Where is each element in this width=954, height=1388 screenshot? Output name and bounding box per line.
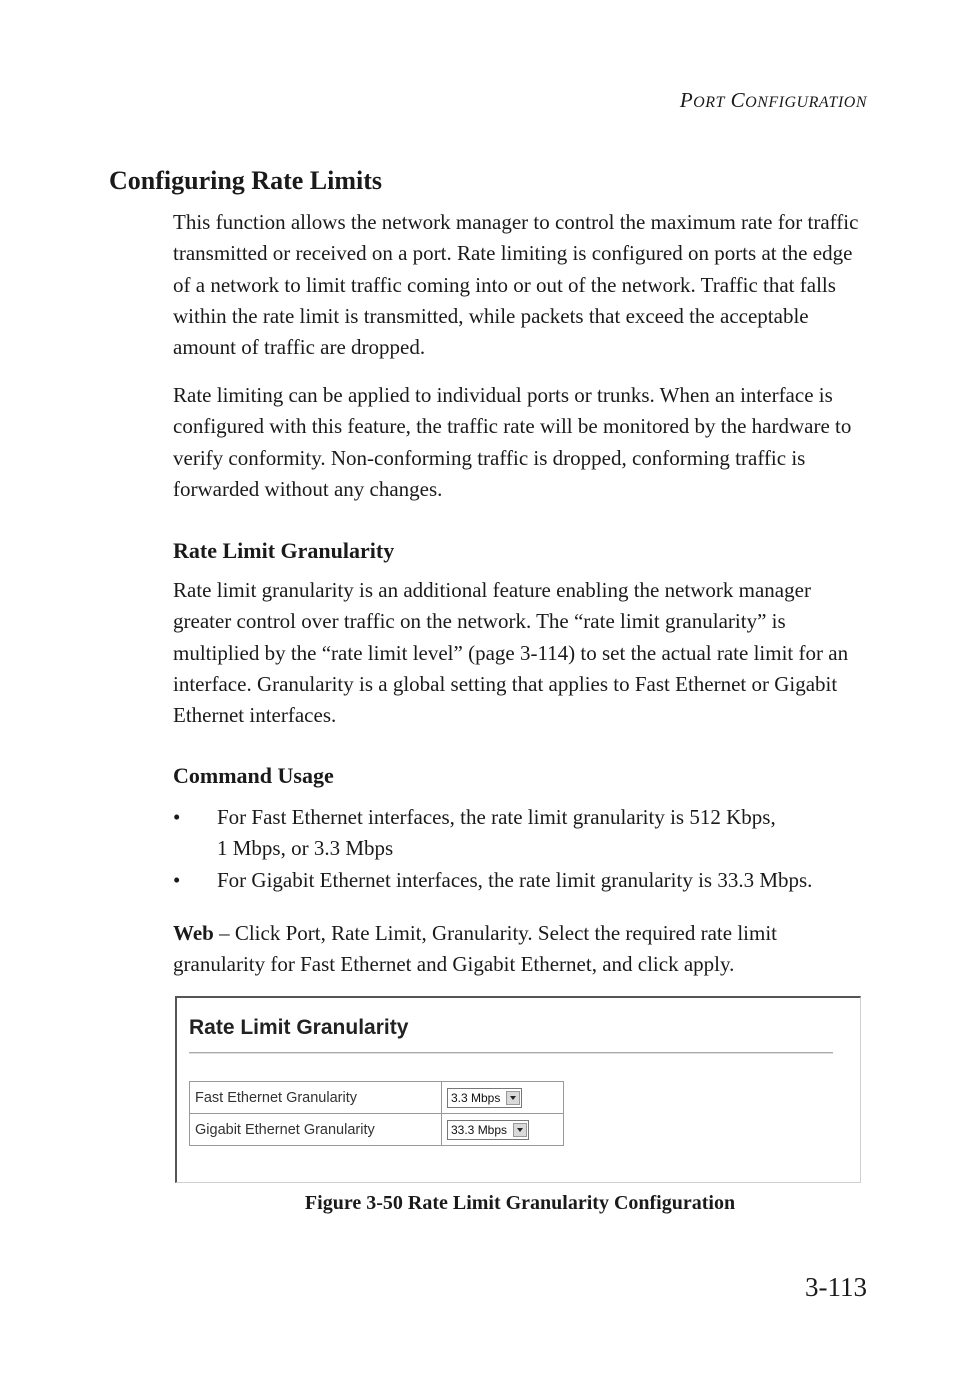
chevron-down-icon[interactable] [506,1091,520,1105]
trunk-paragraph: Rate limiting can be applied to individual ports or trunks. When an interface is configured with this feature, the traffic rate will be monitored by the hardware to verify conformity. Non-conforming traffic is dropped, conforming traffic is forwarded without any changes. [173,383,852,501]
table-row [190,1114,564,1146]
fast-ethernet-granularity-select[interactable] [447,1088,522,1108]
fast-ethernet-cell [442,1082,564,1114]
command-usage-heading: Command Usage [173,763,334,788]
figure-caption: Figure 3-50 Rate Limit Granularity Configuration [304,1192,736,1214]
command-usage-list [173,802,893,896]
list-item [173,802,893,865]
title-divider [189,1052,833,1054]
select-value: 3.3 Mbps [451,1090,501,1105]
bullet-text-line: For Gigabit Ethernet interfaces, the rate limit granularity is 33.3 Mbps. [217,867,813,892]
granularity-paragraph: Rate limit granularity is an additional feature enabling the network manager greater control over traffic on the network. The “rate limit granularity” is multiplied by the “rate limit level” (page 3-114) to set the actual rate limit for an interface. Granularity is a global setting that applies to Fast Ethernet or Gigabit Ethernet interfaces. [173,578,849,728]
list-item [173,865,893,896]
granularity-heading: Rate Limit Granularity [173,538,395,563]
fast-ethernet-label: Fast Ethernet Granularity [190,1082,442,1114]
web-instructions-text: – Click Port, Rate Limit, Granularity. Select the required rate limit granularity for Fast Ethernet and Gigabit Ethernet, and click apply. [173,921,777,977]
running-header-initial-1: P [679,88,694,112]
bullet-marker: • [173,867,181,892]
running-header-rest-2: ONFIGURATION [745,94,867,111]
section-title: Configuring Rate Limits [109,166,382,195]
web-instructions [173,918,873,981]
running-header-initial-2: C [730,88,746,112]
select-value: 33.3 Mbps [451,1122,508,1137]
gigabit-ethernet-label: Gigabit Ethernet Granularity [190,1114,442,1146]
page-number: 3-113 [805,1272,867,1302]
table-row [190,1082,564,1114]
bullet-marker: • [173,805,181,829]
bullet-text-line: For Fast Ethernet interfaces, the rate limit granularity is 512 Kbps, [217,805,776,829]
intro-paragraph: This function allows the network manager to control the maximum rate for traffic transmitted or received on a port. Rate limiting is configured on ports at the edge of a network to limit traffic coming into or out of the network. Traffic that falls within the rate limit is transmitted, while packets that exceed the acceptable amount of traffic are dropped. [173,210,859,360]
gigabit-ethernet-cell [442,1114,564,1146]
running-header-rest-1: ORT [693,94,725,111]
figure-panel-title: Rate Limit Granularity [189,1016,409,1039]
gigabit-ethernet-granularity-select[interactable] [447,1120,529,1140]
bullet-text-line: 1 Mbps, or 3.3 Mbps [217,836,394,861]
chevron-down-icon[interactable] [513,1123,527,1137]
rate-limit-granularity-screenshot [175,996,861,1183]
web-label: Web [173,921,214,945]
running-header [680,88,867,113]
granularity-table [189,1081,564,1146]
